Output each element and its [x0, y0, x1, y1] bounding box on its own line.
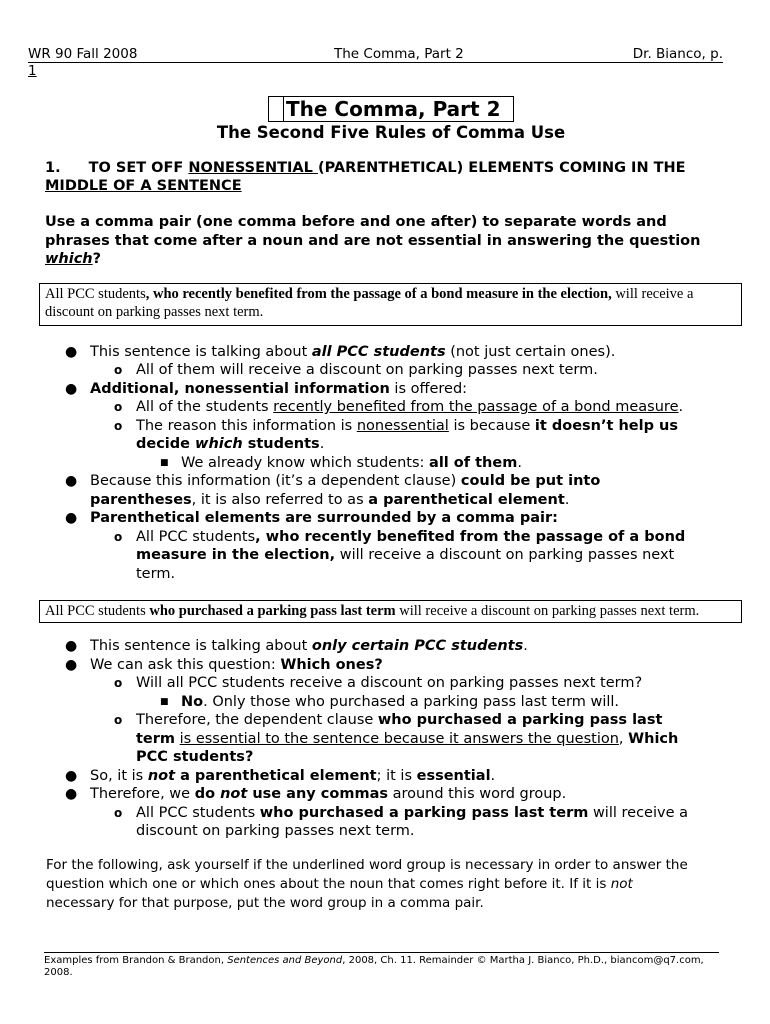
circle-bullet-icon: o [114, 400, 123, 414]
t: students [242, 436, 320, 452]
t: Therefore, we [90, 786, 195, 802]
t: Which [628, 730, 679, 747]
rule-qmark: ? [92, 251, 102, 267]
t: recently benefited from the passage of a bond measure [273, 399, 679, 415]
instructions-line1: For the following, ask yourself if the underlined word group is necessary in order to answer the [46, 857, 688, 873]
list1-item3 [90, 472, 600, 491]
example1-b: , who recently benefited from the passage of a bond measure in the election, [145, 286, 612, 302]
square-bullet-icon: ■ [160, 457, 169, 468]
t: , [618, 730, 629, 747]
list2-item2-square [181, 693, 619, 712]
t: ; it is [376, 767, 417, 784]
t: The reason this information is [136, 417, 357, 434]
bullet-icon: ● [65, 767, 78, 784]
header-page-number: 1 [28, 63, 37, 79]
t: measure in the election, [136, 547, 336, 563]
list1-item2-sub2-line2 [136, 435, 324, 454]
list1-item3-line2 [90, 491, 569, 510]
t: Therefore, the dependent clause [136, 712, 378, 728]
t: Which ones? [280, 656, 383, 673]
list1-item2 [90, 380, 467, 399]
bullet-icon: ● [65, 510, 78, 526]
list2-item4 [90, 785, 566, 804]
list1-item2-square [181, 454, 522, 473]
list2-item2-sub1: Will all PCC students receive a discount on parking passes next term? [136, 675, 643, 691]
bullet-icon: ● [65, 344, 78, 360]
t: All PCC students [136, 528, 256, 545]
t: essential [416, 767, 491, 784]
t: , it is also referred to as [191, 491, 369, 508]
t: Additional, nonessential information [90, 380, 390, 397]
t: . [678, 399, 684, 415]
t: which [195, 436, 243, 452]
section-heading-line2: MIDDLE OF A SENTENCE [45, 178, 242, 194]
example1-a: All PCC students [45, 286, 146, 302]
t: it doesn’t help us [534, 417, 678, 434]
t: who purchased a parking pass last term [259, 804, 589, 821]
t: all of them [429, 454, 518, 471]
list2-item2-sub2 [136, 711, 662, 730]
t: could be put into [460, 473, 601, 489]
list2-item2-sub2-line3: PCC students? [136, 749, 254, 765]
t: parentheses [90, 491, 192, 508]
list1-item4-sub [136, 528, 685, 547]
t: not [220, 786, 248, 802]
rule-line1: Use a comma pair (one comma before and one after) to separate words and [45, 214, 667, 230]
list2-item2-sub2-line2 [136, 730, 678, 749]
t: do [194, 786, 221, 802]
example-box-2 [39, 600, 742, 623]
t: will receive a discount on parking passes next [335, 547, 675, 563]
list1-item1-sub: All of them will receive a discount on parking passes next term. [136, 362, 598, 378]
example1-line2: discount on parking passes next term. [45, 304, 264, 320]
t: Sentences and Beyond [227, 955, 343, 966]
instructions-line3: necessary for that purpose, put the word group in a comma pair. [46, 895, 484, 911]
t: We already know which students: [181, 454, 430, 471]
list1-item2-sub1 [136, 398, 683, 417]
t: around this word group. [387, 786, 567, 802]
t: . [517, 454, 522, 471]
bullet-icon: ● [65, 473, 78, 489]
list1-item4: Parenthetical elements are surrounded by a comma pair: [90, 510, 558, 526]
t: This sentence is talking about [90, 638, 312, 654]
t: nonessential [356, 417, 449, 434]
example2-c: will receive a discount on parking passes next term. [395, 603, 700, 619]
heading-underlined: NONESSENTIAL [188, 160, 318, 176]
t: . Only those who purchased a parking pass last term will. [203, 693, 620, 710]
footer-line1 [44, 955, 719, 967]
bullet-icon: ● [65, 380, 78, 397]
t: . [564, 491, 570, 508]
header-author: Dr. Bianco, p. [632, 46, 723, 62]
heading-text: TO SET OFF [88, 160, 189, 176]
t: a parenthetical element [368, 491, 565, 508]
rule-line2: phrases that come after a noun and are not essential in answering the question [45, 232, 701, 249]
t: only certain PCC students [311, 638, 524, 654]
t: not [610, 876, 633, 892]
square-bullet-icon: ■ [160, 696, 169, 707]
example2-b: who purchased a parking pass last term [149, 603, 396, 619]
t: So, it is [90, 767, 148, 784]
bullet-icon: ● [65, 638, 78, 654]
t: is offered: [389, 380, 468, 397]
t: All of the students [136, 399, 274, 415]
section-number: 1. [45, 160, 61, 176]
t: (not just certain ones). [445, 344, 616, 360]
page-footer [44, 952, 719, 979]
t: , who recently benefited from the passage of a bond [255, 528, 686, 545]
list1-item2-sub2 [136, 417, 678, 436]
circle-bullet-icon: o [114, 676, 123, 690]
list2-item2 [90, 656, 383, 675]
header-course: WR 90 Fall 2008 [28, 46, 138, 62]
title-box [268, 96, 514, 122]
heading-text-rest: (PARENTHETICAL) ELEMENTS COMING IN THE [317, 160, 686, 176]
t: . [490, 767, 496, 784]
t: This sentence is talking about [90, 344, 312, 360]
list2-item4-sub-line2: discount on parking passes next term. [136, 823, 415, 839]
list1-item4-sub-line2 [136, 546, 674, 565]
t: Examples from Brandon & Brandon, [44, 955, 228, 966]
circle-bullet-icon: o [114, 418, 123, 433]
t: question which one or which ones about the noun that comes right before it. If it is [46, 876, 611, 892]
t: not [147, 767, 176, 784]
list2-item1 [90, 637, 528, 656]
bullet-icon: ● [65, 786, 78, 802]
example1-line1 [45, 285, 736, 303]
rule-line3 [45, 250, 101, 269]
t: , 2008, Ch. 11. Remainder © Martha J. Bianco, Ph.D., biancom@q7.com, [342, 955, 704, 966]
instructions-paragraph [46, 856, 688, 913]
bullet-icon: ● [65, 656, 78, 673]
t: decide [136, 436, 196, 452]
circle-bullet-icon: o [114, 713, 123, 727]
example2-a: All PCC students [45, 603, 150, 619]
t: use any commas [247, 786, 388, 802]
page-header [28, 46, 723, 63]
t: who purchased a parking pass last [377, 712, 663, 728]
t: will receive a [588, 804, 688, 821]
list1-item1 [90, 343, 615, 362]
page-subtitle: The Second Five Rules of Comma Use [216, 123, 566, 142]
t: is essential to the sentence because it answers the question [179, 730, 619, 747]
t: Because this information (it’s a dependent clause) [90, 473, 461, 489]
header-title: The Comma, Part 2 [334, 46, 464, 62]
t: . [319, 436, 325, 452]
example-box-1 [39, 283, 742, 326]
t: We can ask this question: [90, 656, 281, 673]
circle-bullet-icon: o [114, 805, 123, 820]
t: No [181, 693, 204, 710]
footer-line2: 2008. [44, 967, 73, 978]
t: a parenthetical element [175, 767, 377, 784]
t: all PCC students [311, 344, 446, 360]
page-title: The Comma, Part 2 [283, 97, 500, 121]
t: . [523, 638, 528, 654]
example1-c: will receive a [611, 286, 694, 302]
list2-item4-sub [136, 804, 688, 823]
t: term [136, 730, 176, 747]
circle-bullet-icon: o [114, 363, 123, 377]
circle-bullet-icon: o [114, 529, 123, 544]
t: All PCC students [136, 804, 260, 821]
t: is because [448, 417, 535, 434]
list2-item3 [90, 767, 495, 786]
rule-which: which [45, 251, 93, 267]
list1-item4-sub-line3: term. [136, 565, 176, 582]
instructions-line2 [46, 875, 688, 894]
section-heading [45, 159, 686, 178]
